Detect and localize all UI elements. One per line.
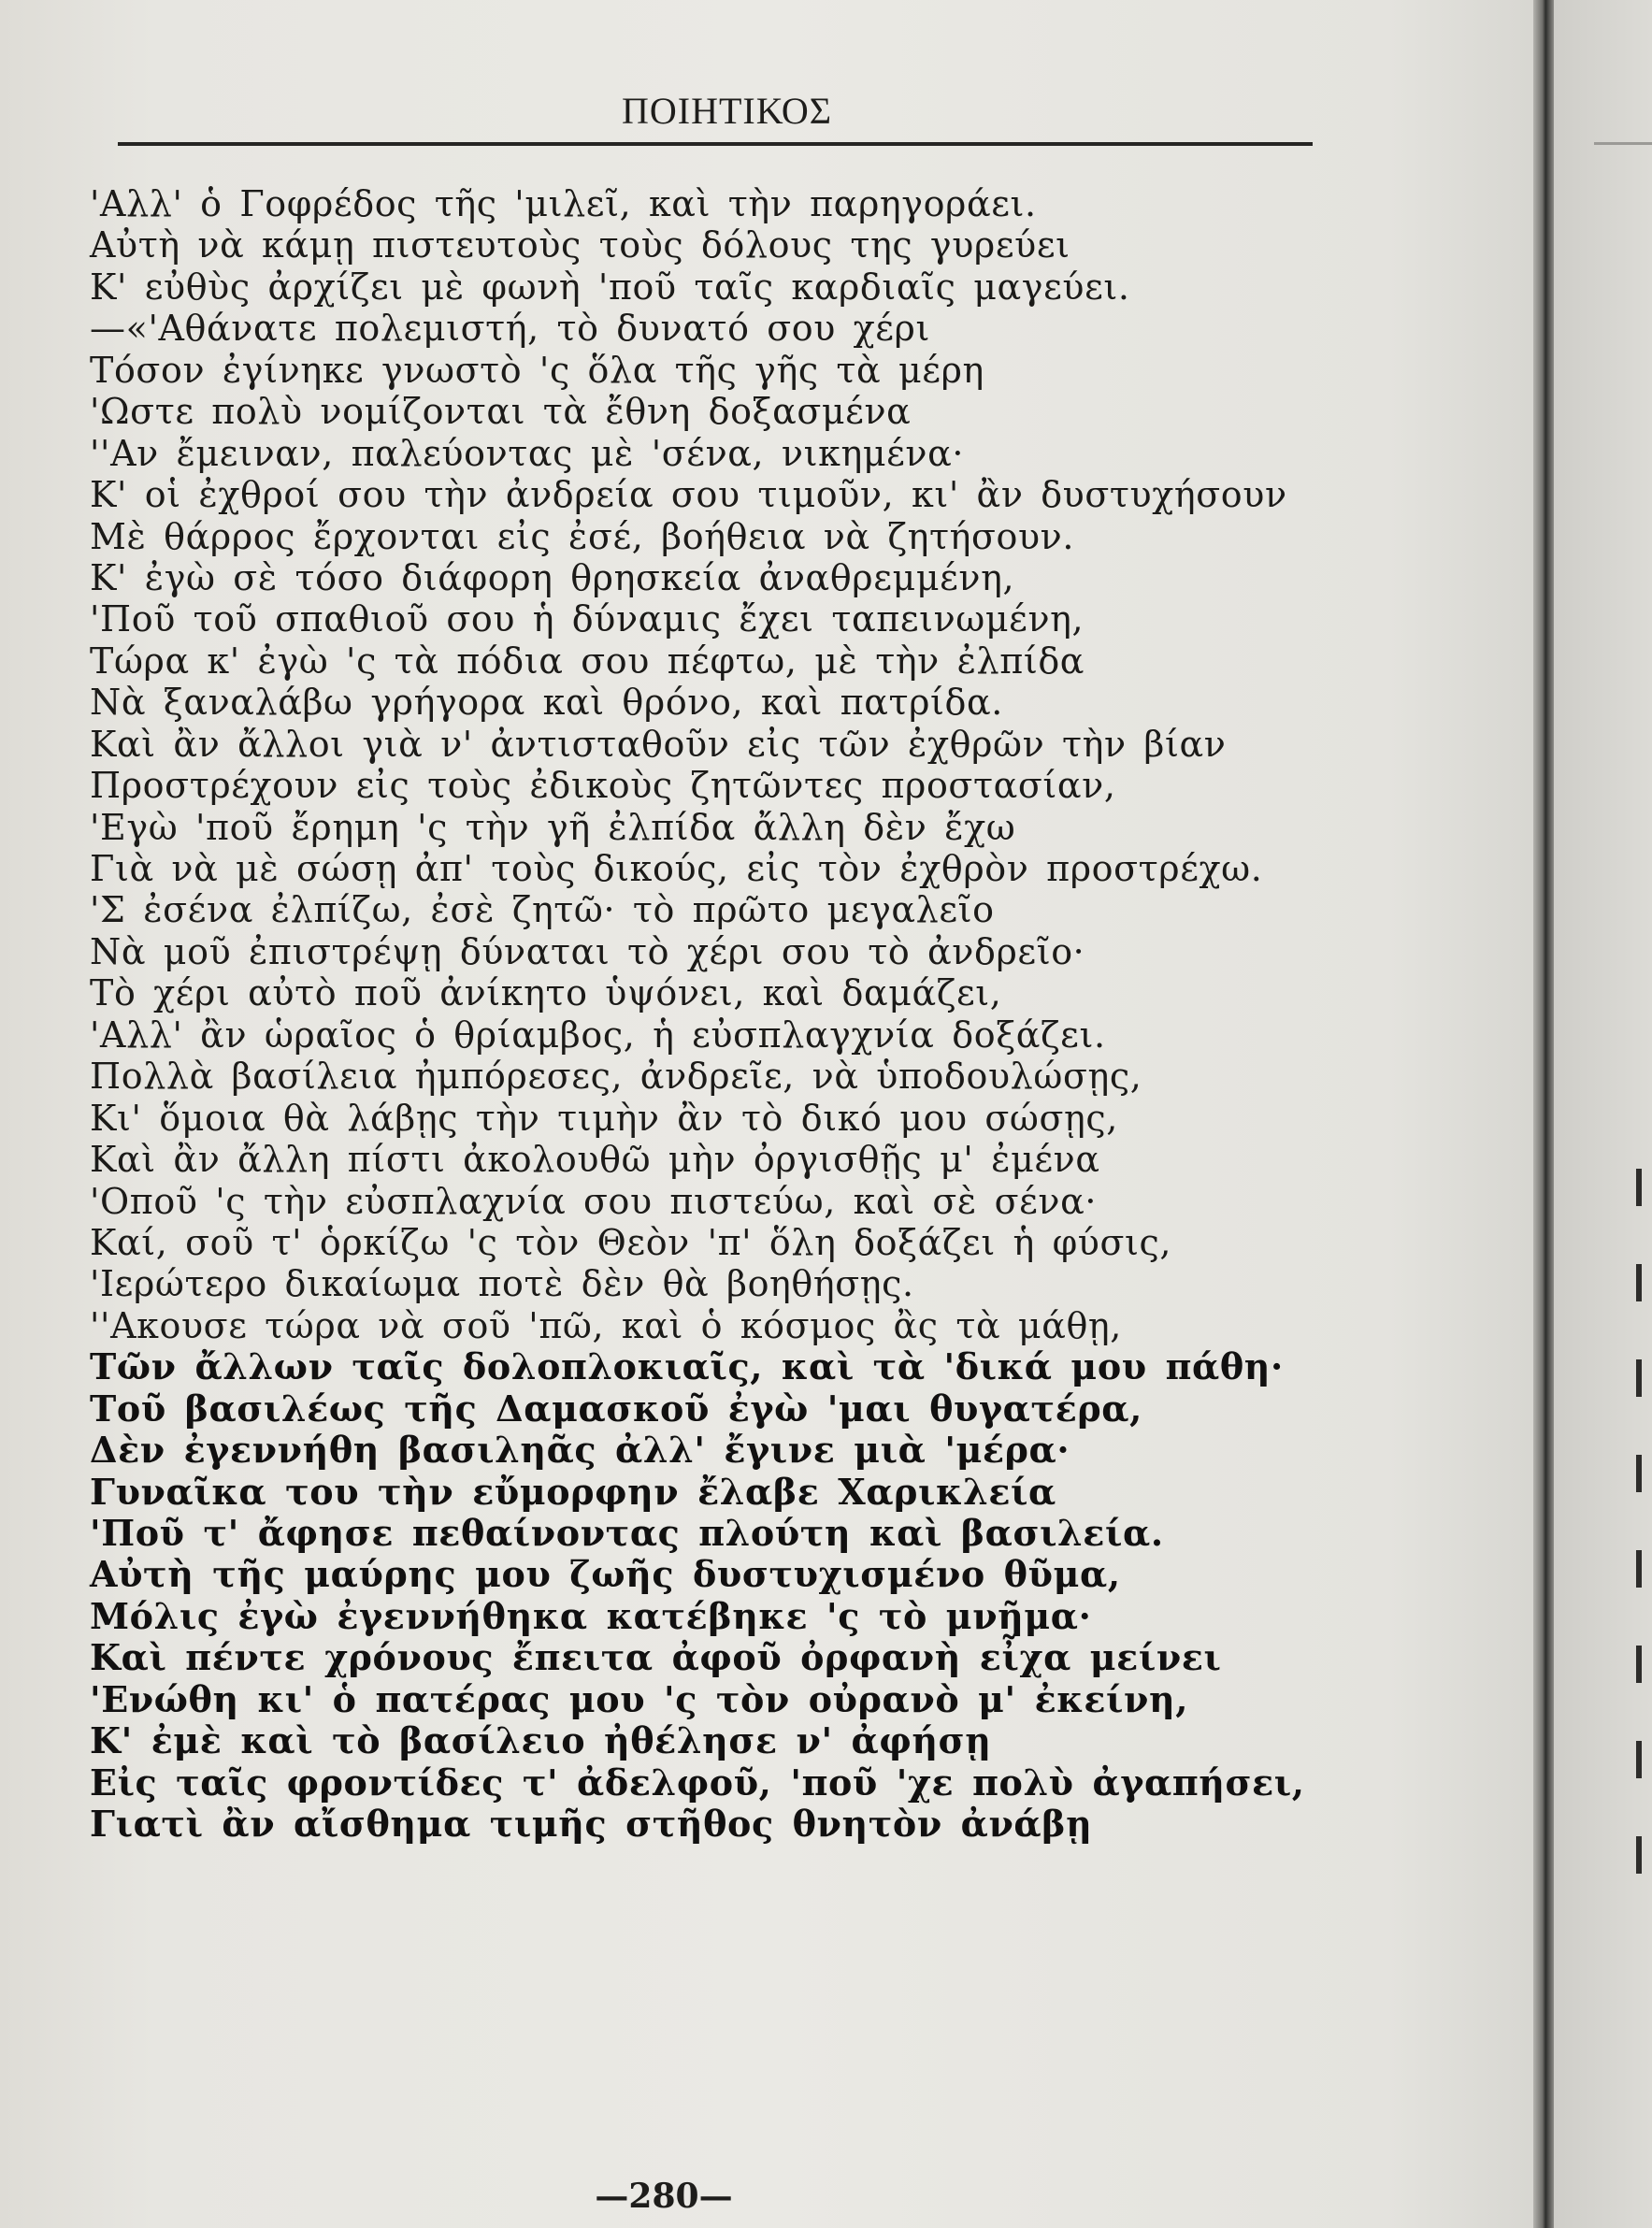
adjacent-mark: [1636, 1836, 1652, 1874]
poem-line: Καὶ ἂν ἄλλοι γιὰ ν' ἀντισταθοῦν εἰς τῶν ἐχθρῶν τὴν βίαν: [90, 723, 1227, 765]
adjacent-mark: [1636, 1264, 1652, 1301]
poem-line: 'Αλλ' ἂν ὡραῖος ὁ θρίαμβος, ἡ εὐσπλαγχνία δοξάζει.: [90, 1013, 1106, 1056]
poem-line: ''Αν ἔμειναν, παλεύοντας μὲ 'σένα, νικημένα·: [90, 432, 965, 474]
poem-line: Μόλις ἐγὼ ἐγεννήθηκα κατέβηκε 'ς τὸ μνῆμα·: [90, 1594, 1092, 1637]
poem-line: 'Ποῦ τοῦ σπαθιοῦ σου ἡ δύναμις ἔχει ταπεινωμένη,: [90, 598, 1085, 640]
adjacent-mark: [1636, 1455, 1652, 1492]
poem-line: Γυναῖκα του τὴν εὔμορφην ἔλαβε Χαρικλεία: [90, 1470, 1056, 1513]
adjacent-mark: [1636, 1550, 1652, 1588]
poem-line: Τῶν ἄλλων ταῖς δολοπλοκιαῖς, καὶ τὰ 'δικά μου πάθη·: [90, 1345, 1284, 1388]
poem-line: Πολλὰ βασίλεια ἠμπόρεσες, ἀνδρεῖε, νὰ ὑποδουλώσῃς,: [90, 1056, 1142, 1098]
adjacent-page-rule: [1594, 142, 1652, 145]
poem-line: Νὰ μοῦ ἐπιστρέψῃ δύναται τὸ χέρι σου τὸ ἀνδρεῖο·: [90, 930, 1085, 972]
poem-line: 'Σ ἐσένα ἐλπίζω, ἐσὲ ζητῶ· τὸ πρῶτο μεγαλεῖο: [90, 889, 995, 931]
poem-line: Νὰ ξαναλάβω γρήγορα καὶ θρόνο, καὶ πατρίδα.: [90, 682, 1003, 724]
poem-line: Κ' ἐμὲ καὶ τὸ βασίλειο ἠθέλησε ν' ἀφήσῃ: [90, 1719, 992, 1762]
poem-line: Γιατὶ ἂν αἴσθημα τιμῆς στῆθος θνητὸν ἀνάβῃ: [90, 1803, 1093, 1846]
poem-line: Αὐτὴ νὰ κάμῃ πιστευτοὺς τοὺς δόλους της γυρεύει: [90, 224, 1070, 266]
poem-line: Καί, σοῦ τ' ὁρκίζω 'ς τὸν Θεὸν 'π' ὅλη δοξάζει ἡ φύσις,: [90, 1221, 1172, 1263]
adjacent-mark: [1636, 1169, 1652, 1206]
poem-line: 'Οποῦ 'ς τὴν εὐσπλαχνία σου πιστεύω, καὶ σὲ σένα·: [90, 1180, 1098, 1222]
poem-line: Κ' εὐθὺς ἀρχίζει μὲ φωνὴ 'ποῦ ταῖς καρδιαῖς μαγεύει.: [90, 266, 1130, 308]
poem-line: ''Ακουσε τώρα νὰ σοῦ 'πῶ, καὶ ὁ κόσμος ἂς τὰ μάθῃ,: [90, 1304, 1122, 1346]
poem-line: 'Αλλ' ὁ Γοφρέδος τῆς 'μιλεῖ, καὶ τὴν παρηγοράει.: [90, 183, 1037, 224]
poem-line: Εἰς ταῖς φροντίδες τ' ἀδελφοῦ, 'ποῦ 'χε πολὺ ἀγαπήσει,: [90, 1761, 1305, 1804]
poem-line: 'Ενώθη κι' ὁ πατέρας μου 'ς τὸν οὐρανὸ μ' ἐκείνη,: [90, 1677, 1189, 1720]
poem-line: 'Ιερώτερο δικαίωμα ποτὲ δὲν θὰ βοηθήσῃς.: [90, 1263, 914, 1305]
poem-line: 'Ωστε πολὺ νομίζονται τὰ ἔθνη δοξασμένα: [90, 391, 912, 433]
page-gutter-shadow: [1533, 0, 1554, 2228]
poem-line: Γιὰ νὰ μὲ σώσῃ ἀπ' τοὺς δικούς, εἰς τὸν ἐχθρὸν προστρέχω.: [90, 848, 1263, 889]
poem-line: Μὲ θάρρος ἔρχονται εἰς ἐσέ, βοήθεια νὰ ζητήσουν.: [90, 515, 1075, 557]
poem-line: Τοῦ βασιλέως τῆς Δαμασκοῦ ἐγὼ 'μαι θυγατέρα,: [90, 1387, 1142, 1430]
poem-line: Κι' ὅμοια θὰ λάβῃς τὴν τιμὴν ἂν τὸ δικό μου σώσῃς,: [90, 1097, 1118, 1139]
poem-line: Τώρα κ' ἐγὼ 'ς τὰ πόδια σου πέφτω, μὲ τὴν ἐλπίδα: [90, 640, 1085, 682]
adjacent-mark: [1636, 1741, 1652, 1778]
poem-line: Καὶ ἂν ἄλλη πίστι ἀκολουθῶ μὴν ὀργισθῇς μ' ἐμένα: [90, 1139, 1100, 1181]
poem-line: 'Ποῦ τ' ἄφησε πεθαίνοντας πλούτη καὶ βασιλεία.: [90, 1512, 1164, 1554]
poem-line: Τὸ χέρι αὐτὸ ποῦ ἀνίκητο ὑψόνει, καὶ δαμάζει,: [90, 972, 1002, 1014]
poem-line: Κ' ἐγὼ σὲ τόσο διάφορη θρησκεία ἀναθρεμμένη,: [90, 556, 1015, 598]
adjacent-mark: [1636, 1646, 1652, 1683]
poem-text: [90, 183, 1324, 1846]
poem-line: Τόσον ἐγίνηκε γνωστὸ 'ς ὅλα τῆς γῆς τὰ μέρη: [90, 349, 984, 391]
poem-line: Προστρέχουν εἰς τοὺς ἐδικοὺς ζητῶντες προστασίαν,: [90, 765, 1116, 807]
running-header: ΠΟΙΗΤΙΚΟΣ: [621, 90, 833, 132]
poem-line: —«'Αθάνατε πολεμιστή, τὸ δυνατό σου χέρι: [90, 308, 930, 350]
header-rule: [118, 142, 1313, 146]
page-number: —280—: [595, 2177, 733, 2216]
poem-line: Δὲν ἐγεννήθη βασιληᾶς ἀλλ' ἔγινε μιὰ 'μέρα·: [90, 1429, 1070, 1472]
poem-line: Αὐτὴ τῆς μαύρης μου ζωῆς δυστυχισμένο θῦμα,: [90, 1553, 1121, 1596]
poem-line: Κ' οἱ ἐχθροί σου τὴν ἀνδρεία σου τιμοῦν, κι' ἂν δυστυχήσουν: [90, 474, 1287, 516]
adjacent-page-marks: [1636, 1169, 1652, 2010]
adjacent-mark: [1636, 1359, 1652, 1397]
poem-line: 'Εγὼ 'ποῦ ἔρημη 'ς τὴν γῆ ἐλπίδα ἄλλη δὲν ἔχω: [90, 806, 1016, 848]
poem-line: Καὶ πέντε χρόνους ἔπειτα ἀφοῦ ὀρφανὴ εἶχα μείνει: [90, 1636, 1222, 1679]
